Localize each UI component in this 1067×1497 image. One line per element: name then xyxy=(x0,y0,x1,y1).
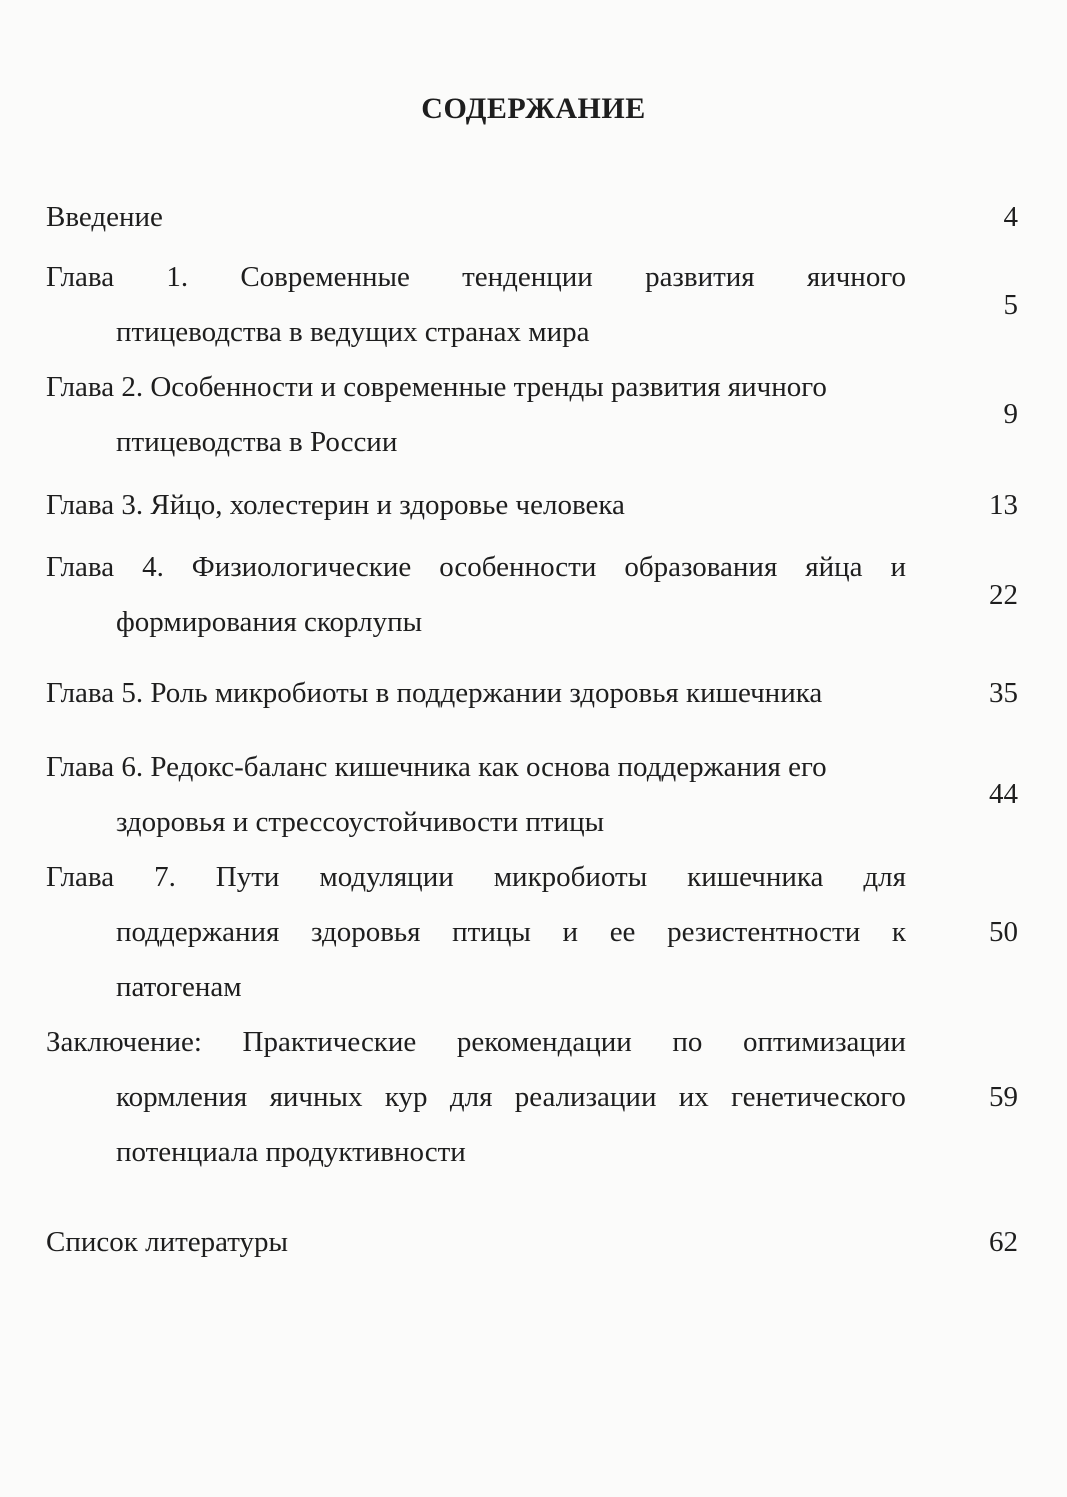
toc-entry-title xyxy=(46,1215,906,1270)
toc-entry-title xyxy=(46,740,906,850)
toc-entry-word: по xyxy=(672,1026,703,1058)
toc-entry-line xyxy=(46,250,906,305)
toc-entry-word: для xyxy=(449,1081,493,1113)
toc-entry-word: Глава xyxy=(46,861,115,893)
toc-entry-word: 1. xyxy=(166,261,189,293)
toc-entry-word: кишечника xyxy=(687,861,824,893)
toc-entry-title xyxy=(46,666,906,721)
toc-entry-title xyxy=(46,190,906,245)
toc-entry-title xyxy=(46,360,906,470)
toc-entry-word: Глава xyxy=(46,551,115,583)
toc-entry-word: 7. xyxy=(154,861,176,893)
toc-entry-word: поддержания xyxy=(116,916,280,948)
toc-entry-word: Физиологические xyxy=(191,551,412,583)
toc-entry-line xyxy=(46,850,906,905)
toc-entry-line: птицеводства в России xyxy=(116,426,398,458)
toc-entry-line xyxy=(46,905,906,960)
toc-entry-word: генетического xyxy=(731,1081,906,1113)
toc-entry-word: их xyxy=(678,1081,709,1113)
page-title: СОДЕРЖАНИЕ xyxy=(421,92,646,125)
toc-entry-word: яичного xyxy=(806,261,906,293)
toc-entry-page-number: 13 xyxy=(989,489,1018,521)
toc-entry-word: здоровья xyxy=(311,916,421,948)
toc-entry-title xyxy=(46,250,906,360)
toc-entry-word: резистентности xyxy=(667,916,861,948)
toc-entry-word: Практические xyxy=(242,1026,417,1058)
toc-entry-line: Глава 5. Роль микробиоты в поддержании здоровья кишечника xyxy=(46,677,823,709)
toc-entry-line: потенциала продуктивности xyxy=(116,1136,466,1168)
toc-entry-page-number: 5 xyxy=(1003,289,1018,321)
toc-entry-word: птицы xyxy=(452,916,531,948)
toc-entry-line: Список литературы xyxy=(46,1226,289,1258)
toc-entry-word: Современные xyxy=(240,261,410,293)
toc-entry-line: патогенам xyxy=(116,971,242,1003)
toc-entry-line: Введение xyxy=(46,201,163,233)
toc-entry-line: формирования скорлупы xyxy=(116,606,423,638)
toc-entry-word: образования xyxy=(624,551,778,583)
toc-entry-word: микробиоты xyxy=(493,861,648,893)
toc-entry-word: особенности xyxy=(439,551,597,583)
toc-entry-line: здоровья и стрессоустойчивости птицы xyxy=(116,806,605,838)
toc-entry-word: и xyxy=(890,551,906,583)
toc-entry-word: яйца xyxy=(805,551,863,583)
toc-entry-word: для xyxy=(863,861,906,893)
toc-entry-page-number: 59 xyxy=(989,1081,1018,1113)
toc-entry-page-number: 9 xyxy=(1003,398,1018,430)
toc-entry-line: птицеводства в ведущих странах мира xyxy=(116,316,590,348)
toc-entry-line xyxy=(46,1070,906,1125)
toc-entry-word: 4. xyxy=(142,551,164,583)
toc-entry-page-number: 50 xyxy=(989,916,1018,948)
toc-entry-word: ее xyxy=(609,916,636,948)
toc-entry-line xyxy=(46,1015,906,1070)
toc-entry-word: оптимизации xyxy=(742,1026,906,1058)
toc-entry-line: Глава 6. Редокс-баланс кишечника как основа поддержания его xyxy=(46,751,827,783)
toc-entry-word: и xyxy=(562,916,579,948)
toc-entry-page-number: 62 xyxy=(989,1226,1018,1258)
toc-entry-word: развития xyxy=(645,261,755,293)
toc-entry-word: кормления xyxy=(116,1081,248,1113)
toc-entry-word: тенденции xyxy=(462,261,593,293)
toc-entry-word: яичных xyxy=(269,1081,363,1113)
toc-entry-word: реализации xyxy=(514,1081,657,1113)
toc-entry-word: к xyxy=(891,916,906,948)
toc-entry-line: Глава 2. Особенности и современные тренды развития яичного xyxy=(46,371,827,403)
toc-entry-line: Глава 3. Яйцо, холестерин и здоровье человека xyxy=(46,489,625,521)
toc-entry-title xyxy=(46,478,906,533)
toc-entry-title xyxy=(46,1015,906,1180)
toc-entry-word: модуляции xyxy=(319,861,454,893)
toc-entry-line xyxy=(46,540,906,595)
toc-entry-title xyxy=(46,540,906,650)
toc-entry-word: Пути xyxy=(215,861,280,893)
toc-entry-word: Заключение: xyxy=(46,1026,202,1058)
toc-entry-page-number: 44 xyxy=(989,778,1018,810)
toc-entry-word: кур xyxy=(384,1081,428,1113)
toc-entry-page-number: 35 xyxy=(989,677,1018,709)
toc-entry-page-number: 4 xyxy=(1003,201,1018,233)
toc-entry-word: рекомендации xyxy=(456,1026,632,1058)
toc-entry-word: Глава xyxy=(46,261,115,293)
toc-entry-page-number: 22 xyxy=(989,579,1018,611)
toc-entry-title xyxy=(46,850,906,1015)
